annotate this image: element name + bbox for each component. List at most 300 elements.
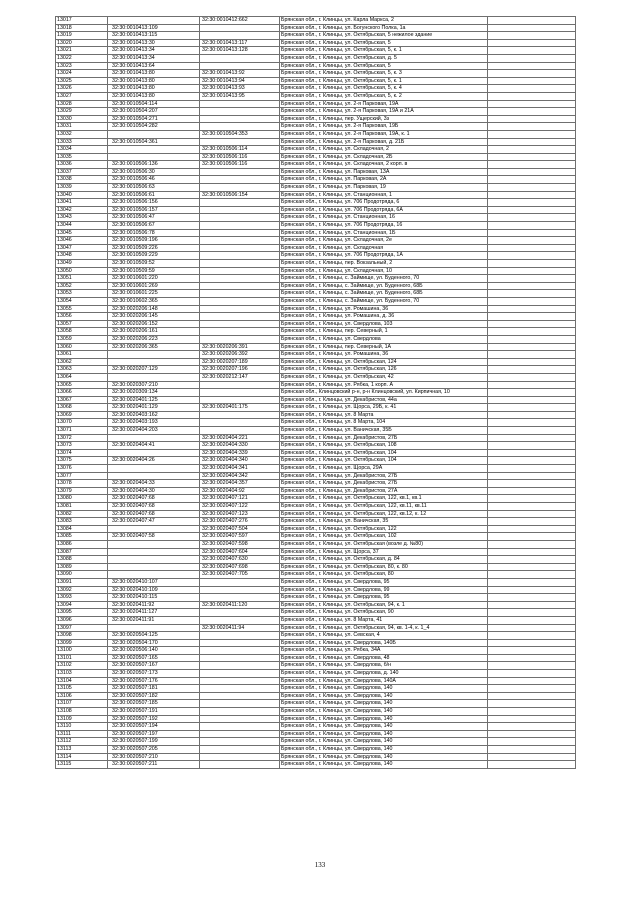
address: Брянская обл., г. Клинцы, ул. Октябрьская, 5 нежилое здание bbox=[280, 32, 488, 40]
extra-cell bbox=[488, 434, 576, 442]
address: Брянская обл., г. Клинцы, ул. Октябрьская, 5 bbox=[280, 62, 488, 70]
row-number: 13047 bbox=[56, 244, 108, 252]
extra-cell bbox=[488, 206, 576, 214]
cadastral-number-land: 32:30:0020507:185 bbox=[108, 700, 200, 708]
cadastral-number-building bbox=[200, 753, 280, 761]
cadastral-number-land: 32:30:0020507:210 bbox=[108, 753, 200, 761]
extra-cell bbox=[488, 753, 576, 761]
cadastral-number-land: 32:30:0010506:78 bbox=[108, 229, 200, 237]
cadastral-number-building: 32:30:0010506:114 bbox=[200, 146, 280, 154]
row-number: 13019 bbox=[56, 32, 108, 40]
extra-cell bbox=[488, 138, 576, 146]
row-number: 13018 bbox=[56, 24, 108, 32]
cadastral-number-land bbox=[108, 153, 200, 161]
address: Брянская обл., г. Клинцы, ул. Рябка, 1 корп. А bbox=[280, 381, 488, 389]
row-number: 13057 bbox=[56, 320, 108, 328]
row-number: 13096 bbox=[56, 616, 108, 624]
cadastral-number-building bbox=[200, 662, 280, 670]
row-number: 13065 bbox=[56, 381, 108, 389]
row-number: 13086 bbox=[56, 540, 108, 548]
extra-cell bbox=[488, 77, 576, 85]
row-number: 13034 bbox=[56, 146, 108, 154]
cadastral-number-land: 32:30:0020407:68 bbox=[108, 510, 200, 518]
table-row bbox=[56, 335, 576, 343]
cadastral-number-building bbox=[200, 715, 280, 723]
cadastral-number-building: 32:30:0020207:196 bbox=[200, 366, 280, 374]
table-row bbox=[56, 616, 576, 624]
table-row bbox=[56, 700, 576, 708]
row-number: 13073 bbox=[56, 442, 108, 450]
row-number: 13064 bbox=[56, 373, 108, 381]
cadastral-number-building bbox=[200, 260, 280, 268]
row-number: 13102 bbox=[56, 662, 108, 670]
cadastral-number-building bbox=[200, 115, 280, 123]
table-row bbox=[56, 381, 576, 389]
table-row bbox=[56, 533, 576, 541]
table-row bbox=[56, 738, 576, 746]
address: Брянская обл., г. Клинцы, ул. Складочная, 2Б bbox=[280, 153, 488, 161]
cadastral-number-building bbox=[200, 237, 280, 245]
cadastral-number-land: 32:30:0010506:157 bbox=[108, 206, 200, 214]
row-number: 13037 bbox=[56, 168, 108, 176]
cadastral-number-building: 32:30:0020407:597 bbox=[200, 533, 280, 541]
address: Брянская обл., г. Клинцы, ул. Парковая, 2А bbox=[280, 176, 488, 184]
table-row bbox=[56, 244, 576, 252]
row-number: 13045 bbox=[56, 229, 108, 237]
address: Брянская обл., г. Клинцы, ул. Щорса, 37 bbox=[280, 548, 488, 556]
extra-cell bbox=[488, 123, 576, 131]
extra-cell bbox=[488, 92, 576, 100]
cadastral-number-land: 32:30:0020407:47 bbox=[108, 518, 200, 526]
cadastral-number-land: 32:30:0020507:182 bbox=[108, 692, 200, 700]
cadastral-number-building bbox=[200, 206, 280, 214]
cadastral-number-land: 32:30:0020507:167 bbox=[108, 662, 200, 670]
extra-cell bbox=[488, 487, 576, 495]
extra-cell bbox=[488, 472, 576, 480]
cadastral-number-land: 32:30:0020206:223 bbox=[108, 335, 200, 343]
extra-cell bbox=[488, 267, 576, 275]
address: Брянская обл., г. Клинцы, ул. Севская, 4 bbox=[280, 632, 488, 640]
table-row bbox=[56, 191, 576, 199]
table-row bbox=[56, 503, 576, 511]
extra-cell bbox=[488, 639, 576, 647]
table-row bbox=[56, 184, 576, 192]
row-number: 13095 bbox=[56, 609, 108, 617]
extra-cell bbox=[488, 700, 576, 708]
cadastral-number-land bbox=[108, 472, 200, 480]
row-number: 13022 bbox=[56, 54, 108, 62]
table-row bbox=[56, 92, 576, 100]
row-number: 13075 bbox=[56, 457, 108, 465]
cadastral-number-land bbox=[108, 525, 200, 533]
cadastral-number-building bbox=[200, 100, 280, 108]
cadastral-number-building: 32:30:0020404:339 bbox=[200, 449, 280, 457]
address: Брянская обл., г. Клинцы, ул. Богунского Полка, 1а bbox=[280, 24, 488, 32]
table-row bbox=[56, 297, 576, 305]
row-number: 13067 bbox=[56, 396, 108, 404]
row-number: 13066 bbox=[56, 389, 108, 397]
row-number: 13044 bbox=[56, 222, 108, 230]
extra-cell bbox=[488, 708, 576, 716]
cadastral-number-land: 32:30:0020206:152 bbox=[108, 320, 200, 328]
table-row bbox=[56, 252, 576, 260]
address: Брянская обл., г. Клинцы, ул. Карла Маркса, 2 bbox=[280, 17, 488, 25]
row-number: 13062 bbox=[56, 358, 108, 366]
row-number: 13038 bbox=[56, 176, 108, 184]
extra-cell bbox=[488, 260, 576, 268]
table-row bbox=[56, 465, 576, 473]
row-number: 13094 bbox=[56, 601, 108, 609]
extra-cell bbox=[488, 738, 576, 746]
address: Брянская обл., г. Клинцы, ул. Декабристов, 27Б bbox=[280, 434, 488, 442]
address: Брянская обл., г. Клинцы, ул. Складочная bbox=[280, 244, 488, 252]
property-table bbox=[55, 16, 576, 769]
row-number: 13080 bbox=[56, 495, 108, 503]
extra-cell bbox=[488, 214, 576, 222]
table-row bbox=[56, 320, 576, 328]
cadastral-number-building bbox=[200, 267, 280, 275]
table-row bbox=[56, 662, 576, 670]
cadastral-number-land: 32:30:0020507:205 bbox=[108, 746, 200, 754]
cadastral-number-land bbox=[108, 556, 200, 564]
address: Брянская обл., г. Клинцы, ул. Свердлова, д. 140 bbox=[280, 670, 488, 678]
table-row bbox=[56, 746, 576, 754]
extra-cell bbox=[488, 616, 576, 624]
address: Брянская обл., г. Клинцы, ул. Складочная, 2е bbox=[280, 237, 488, 245]
extra-cell bbox=[488, 419, 576, 427]
page-number: 133 bbox=[314, 861, 326, 869]
table-row bbox=[56, 70, 576, 78]
table-row bbox=[56, 495, 576, 503]
cadastral-number-building: 32:30:0010506:116 bbox=[200, 161, 280, 169]
cadastral-number-building bbox=[200, 176, 280, 184]
cadastral-number-building bbox=[200, 692, 280, 700]
cadastral-number-building: 32:30:0020407:122 bbox=[200, 503, 280, 511]
extra-cell bbox=[488, 32, 576, 40]
extra-cell bbox=[488, 586, 576, 594]
table-row bbox=[56, 556, 576, 564]
address: Брянская обл., г. Клинцы, ул. Складочная, 10 bbox=[280, 267, 488, 275]
row-number: 13023 bbox=[56, 62, 108, 70]
cadastral-number-land: 32:30:0020407:68 bbox=[108, 495, 200, 503]
row-number: 13040 bbox=[56, 191, 108, 199]
cadastral-number-land: 32:30:0010601:220 bbox=[108, 275, 200, 283]
cadastral-number-land: 32:30:0020206:161 bbox=[108, 328, 200, 336]
extra-cell bbox=[488, 540, 576, 548]
cadastral-number-land: 32:30:0020507:176 bbox=[108, 677, 200, 685]
cadastral-number-land: 32:30:0010413:109 bbox=[108, 24, 200, 32]
cadastral-number-building bbox=[200, 616, 280, 624]
table-row bbox=[56, 351, 576, 359]
row-number: 13036 bbox=[56, 161, 108, 169]
cadastral-number-building: 32:30:0010506:116 bbox=[200, 153, 280, 161]
cadastral-number-land: 32:30:0020507:211 bbox=[108, 761, 200, 769]
cadastral-number-building bbox=[200, 275, 280, 283]
table-row bbox=[56, 100, 576, 108]
table-row bbox=[56, 237, 576, 245]
row-number: 13108 bbox=[56, 708, 108, 716]
address: Брянская обл., г. Клинцы, ул. Станционная, 1Б bbox=[280, 229, 488, 237]
address: Брянская обл., г. Клинцы, ул. Свердлова, 140 bbox=[280, 708, 488, 716]
cadastral-number-building bbox=[200, 320, 280, 328]
table-row bbox=[56, 563, 576, 571]
address: Брянская обл., г. Клинцы, ул. Октябрьская (возле д. №80) bbox=[280, 540, 488, 548]
table-row bbox=[56, 146, 576, 154]
address: Брянская обл., г. Клинцы, пер. Ущерский, 3з bbox=[280, 115, 488, 123]
extra-cell bbox=[488, 571, 576, 579]
address: Брянская обл., г. Клинцы, ул. Октябрьская, д. 84 bbox=[280, 556, 488, 564]
cadastral-number-building bbox=[200, 168, 280, 176]
table-row bbox=[56, 130, 576, 138]
cadastral-number-building bbox=[200, 54, 280, 62]
cadastral-number-building bbox=[200, 647, 280, 655]
table-row bbox=[56, 24, 576, 32]
address: Брянская обл., г. Клинцы, ул. Станционная, 1 bbox=[280, 191, 488, 199]
table-row bbox=[56, 601, 576, 609]
extra-cell bbox=[488, 685, 576, 693]
extra-cell bbox=[488, 677, 576, 685]
table-row bbox=[56, 47, 576, 55]
row-number: 13052 bbox=[56, 282, 108, 290]
table-row bbox=[56, 639, 576, 647]
cadastral-number-building bbox=[200, 138, 280, 146]
row-number: 13105 bbox=[56, 685, 108, 693]
row-number: 13051 bbox=[56, 275, 108, 283]
row-number: 13060 bbox=[56, 343, 108, 351]
address: Брянская обл., г. Клинцы, с. Займище, ул. Буденного, 68Б bbox=[280, 282, 488, 290]
extra-cell bbox=[488, 305, 576, 313]
row-number: 13112 bbox=[56, 738, 108, 746]
cadastral-number-building: 32:30:0020407:598 bbox=[200, 540, 280, 548]
table-row bbox=[56, 373, 576, 381]
extra-cell bbox=[488, 115, 576, 123]
cadastral-number-land: 32:30:0020401:129 bbox=[108, 404, 200, 412]
cadastral-number-building: 32:30:0020411:94 bbox=[200, 624, 280, 632]
cadastral-number-building: 32:30:0010413:94 bbox=[200, 77, 280, 85]
cadastral-number-land: 32:30:0010509:196 bbox=[108, 237, 200, 245]
row-number: 13091 bbox=[56, 578, 108, 586]
table-row bbox=[56, 138, 576, 146]
cadastral-number-land: 32:30:0010509:52 bbox=[108, 260, 200, 268]
extra-cell bbox=[488, 746, 576, 754]
cadastral-number-building: 32:30:0020404:340 bbox=[200, 457, 280, 465]
row-number: 13039 bbox=[56, 184, 108, 192]
row-number: 13114 bbox=[56, 753, 108, 761]
cadastral-number-land: 32:30:0010413:34 bbox=[108, 47, 200, 55]
extra-cell bbox=[488, 244, 576, 252]
cadastral-number-land: 32:30:0010413:80 bbox=[108, 85, 200, 93]
extra-cell bbox=[488, 692, 576, 700]
cadastral-number-building: 32:30:0020407:604 bbox=[200, 548, 280, 556]
extra-cell bbox=[488, 351, 576, 359]
row-number: 13104 bbox=[56, 677, 108, 685]
property-register-page bbox=[55, 16, 575, 769]
cadastral-number-building: 32:30:0010413:92 bbox=[200, 70, 280, 78]
address: Брянская обл., г. Клинцы, ул. Октябрьская, 5, к. 1 bbox=[280, 77, 488, 85]
cadastral-number-land: 32:30:0010504:271 bbox=[108, 115, 200, 123]
row-number: 13024 bbox=[56, 70, 108, 78]
cadastral-number-land: 32:30:0010504:207 bbox=[108, 108, 200, 116]
table-row bbox=[56, 282, 576, 290]
extra-cell bbox=[488, 761, 576, 769]
address: Брянская обл., г. Клинцы, ул. Свердлова, 140 bbox=[280, 723, 488, 731]
address: Брянская обл., г. Клинцы, ул. Свердлова, 140 bbox=[280, 738, 488, 746]
extra-cell bbox=[488, 723, 576, 731]
address: Брянская обл., г. Клинцы, ул. Декабристов, 27А bbox=[280, 487, 488, 495]
table-row bbox=[56, 214, 576, 222]
table-row bbox=[56, 77, 576, 85]
cadastral-number-building bbox=[200, 723, 280, 731]
extra-cell bbox=[488, 381, 576, 389]
table-row bbox=[56, 472, 576, 480]
row-number: 13020 bbox=[56, 39, 108, 47]
row-number: 13032 bbox=[56, 130, 108, 138]
cadastral-number-building: 32:30:0010413:93 bbox=[200, 85, 280, 93]
address: Брянская обл., г. Клинцы, ул. Октябрьская, д. 5 bbox=[280, 54, 488, 62]
row-number: 13058 bbox=[56, 328, 108, 336]
cadastral-number-building bbox=[200, 290, 280, 298]
table-row bbox=[56, 229, 576, 237]
table-row bbox=[56, 540, 576, 548]
table-row bbox=[56, 108, 576, 116]
table-row bbox=[56, 366, 576, 374]
cadastral-number-land bbox=[108, 571, 200, 579]
extra-cell bbox=[488, 24, 576, 32]
address: Брянская обл., г. Клинцы, пер. Северный, 1 bbox=[280, 328, 488, 336]
table-row bbox=[56, 578, 576, 586]
row-number: 13042 bbox=[56, 206, 108, 214]
cadastral-number-land: 32:30:0010506:136 bbox=[108, 161, 200, 169]
cadastral-number-building: 32:30:0020404:92 bbox=[200, 487, 280, 495]
address: Брянская обл., г. Клинцы, ул. 8 Марта bbox=[280, 411, 488, 419]
cadastral-number-building: 32:30:0020404:221 bbox=[200, 434, 280, 442]
row-number: 13111 bbox=[56, 730, 108, 738]
row-number: 13048 bbox=[56, 252, 108, 260]
cadastral-number-building bbox=[200, 632, 280, 640]
address: Брянская обл., г. Клинцы, ул. 8 Марта, 41 bbox=[280, 616, 488, 624]
row-number: 13083 bbox=[56, 518, 108, 526]
extra-cell bbox=[488, 282, 576, 290]
extra-cell bbox=[488, 510, 576, 518]
extra-cell bbox=[488, 335, 576, 343]
cadastral-number-land: 32:30:0020206:365 bbox=[108, 343, 200, 351]
row-number: 13017 bbox=[56, 17, 108, 25]
row-number: 13059 bbox=[56, 335, 108, 343]
address: Брянская обл., г. Клинцы, ул. 8 Марта, 104 bbox=[280, 419, 488, 427]
cadastral-number-building: 32:30:0020206:391 bbox=[200, 343, 280, 351]
table-row bbox=[56, 115, 576, 123]
extra-cell bbox=[488, 275, 576, 283]
table-row bbox=[56, 442, 576, 450]
extra-cell bbox=[488, 108, 576, 116]
cadastral-number-building bbox=[200, 730, 280, 738]
address: Брянская обл., г. Клинцы, ул. 2-я Парковая, д. 21Б bbox=[280, 138, 488, 146]
cadastral-number-land: 32:30:0020504:125 bbox=[108, 632, 200, 640]
address: Брянская обл., г. Клинцы, ул. Ромашина, д. 36 bbox=[280, 313, 488, 321]
cadastral-number-land: 32:30:0010601:225 bbox=[108, 290, 200, 298]
cadastral-number-land bbox=[108, 373, 200, 381]
cadastral-number-building: 32:30:0010506:154 bbox=[200, 191, 280, 199]
cadastral-number-building bbox=[200, 381, 280, 389]
cadastral-number-building bbox=[200, 184, 280, 192]
cadastral-number-building: 32:30:0020407:276 bbox=[200, 518, 280, 526]
cadastral-number-building: 32:30:0020407:121 bbox=[200, 495, 280, 503]
table-row bbox=[56, 723, 576, 731]
cadastral-number-land: 32:30:0020407:68 bbox=[108, 503, 200, 511]
table-row bbox=[56, 434, 576, 442]
cadastral-number-building bbox=[200, 411, 280, 419]
row-number: 13079 bbox=[56, 487, 108, 495]
row-number: 13071 bbox=[56, 427, 108, 435]
cadastral-number-building bbox=[200, 389, 280, 397]
row-number: 13087 bbox=[56, 548, 108, 556]
table-row bbox=[56, 715, 576, 723]
cadastral-number-building: 32:30:0020407:123 bbox=[200, 510, 280, 518]
table-row bbox=[56, 32, 576, 40]
table-row bbox=[56, 692, 576, 700]
row-number: 13098 bbox=[56, 632, 108, 640]
table-row bbox=[56, 290, 576, 298]
extra-cell bbox=[488, 495, 576, 503]
cadastral-number-building bbox=[200, 199, 280, 207]
address: Брянская обл., г. Клинцы, ул. Октябрьская, 5, к. 1 bbox=[280, 47, 488, 55]
address: Брянская обл., г. Клинцы, ул. Декабристов, 27Б bbox=[280, 480, 488, 488]
extra-cell bbox=[488, 153, 576, 161]
cadastral-number-land bbox=[108, 351, 200, 359]
cadastral-number-building bbox=[200, 222, 280, 230]
extra-cell bbox=[488, 715, 576, 723]
table-row bbox=[56, 624, 576, 632]
cadastral-number-land: 32:30:0010413:115 bbox=[108, 32, 200, 40]
table-row bbox=[56, 449, 576, 457]
table-row bbox=[56, 396, 576, 404]
row-number: 13085 bbox=[56, 533, 108, 541]
extra-cell bbox=[488, 54, 576, 62]
cadastral-number-building bbox=[200, 609, 280, 617]
cadastral-number-building bbox=[200, 594, 280, 602]
table-row bbox=[56, 328, 576, 336]
cadastral-number-building: 32:30:0010504:353 bbox=[200, 130, 280, 138]
table-row bbox=[56, 548, 576, 556]
cadastral-number-land: 32:30:0020507:192 bbox=[108, 715, 200, 723]
extra-cell bbox=[488, 358, 576, 366]
table-row bbox=[56, 161, 576, 169]
cadastral-number-building bbox=[200, 123, 280, 131]
address: Брянская обл., г. Клинцы, ул. Свердлова, 95 bbox=[280, 594, 488, 602]
address: Брянская обл., г. Клинцы, ул. Свердлова, 103 bbox=[280, 320, 488, 328]
table-row bbox=[56, 260, 576, 268]
address: Брянская обл., г. Клинцы, ул. Парковая, 19 bbox=[280, 184, 488, 192]
cadastral-number-land: 32:30:0020507:165 bbox=[108, 654, 200, 662]
address: Брянская обл., г. Клинцы, ул. Октябрьская, 122 bbox=[280, 525, 488, 533]
row-number: 13076 bbox=[56, 465, 108, 473]
address: Брянская обл., г. Клинцы, ул. Свердлова, 140 bbox=[280, 692, 488, 700]
cadastral-number-building: 32:30:0020212:147 bbox=[200, 373, 280, 381]
extra-cell bbox=[488, 199, 576, 207]
extra-cell bbox=[488, 632, 576, 640]
cadastral-number-land: 32:30:0010413:80 bbox=[108, 92, 200, 100]
row-number: 13069 bbox=[56, 411, 108, 419]
cadastral-number-building: 32:30:0020407:630 bbox=[200, 556, 280, 564]
cadastral-number-land: 32:30:0020506:140 bbox=[108, 647, 200, 655]
extra-cell bbox=[488, 427, 576, 435]
row-number: 13101 bbox=[56, 654, 108, 662]
row-number: 13049 bbox=[56, 260, 108, 268]
extra-cell bbox=[488, 366, 576, 374]
cadastral-number-building: 32:30:0020404:342 bbox=[200, 472, 280, 480]
address: Брянская обл., г. Клинцы, ул. Свердлова, 140 bbox=[280, 761, 488, 769]
table-row bbox=[56, 267, 576, 275]
